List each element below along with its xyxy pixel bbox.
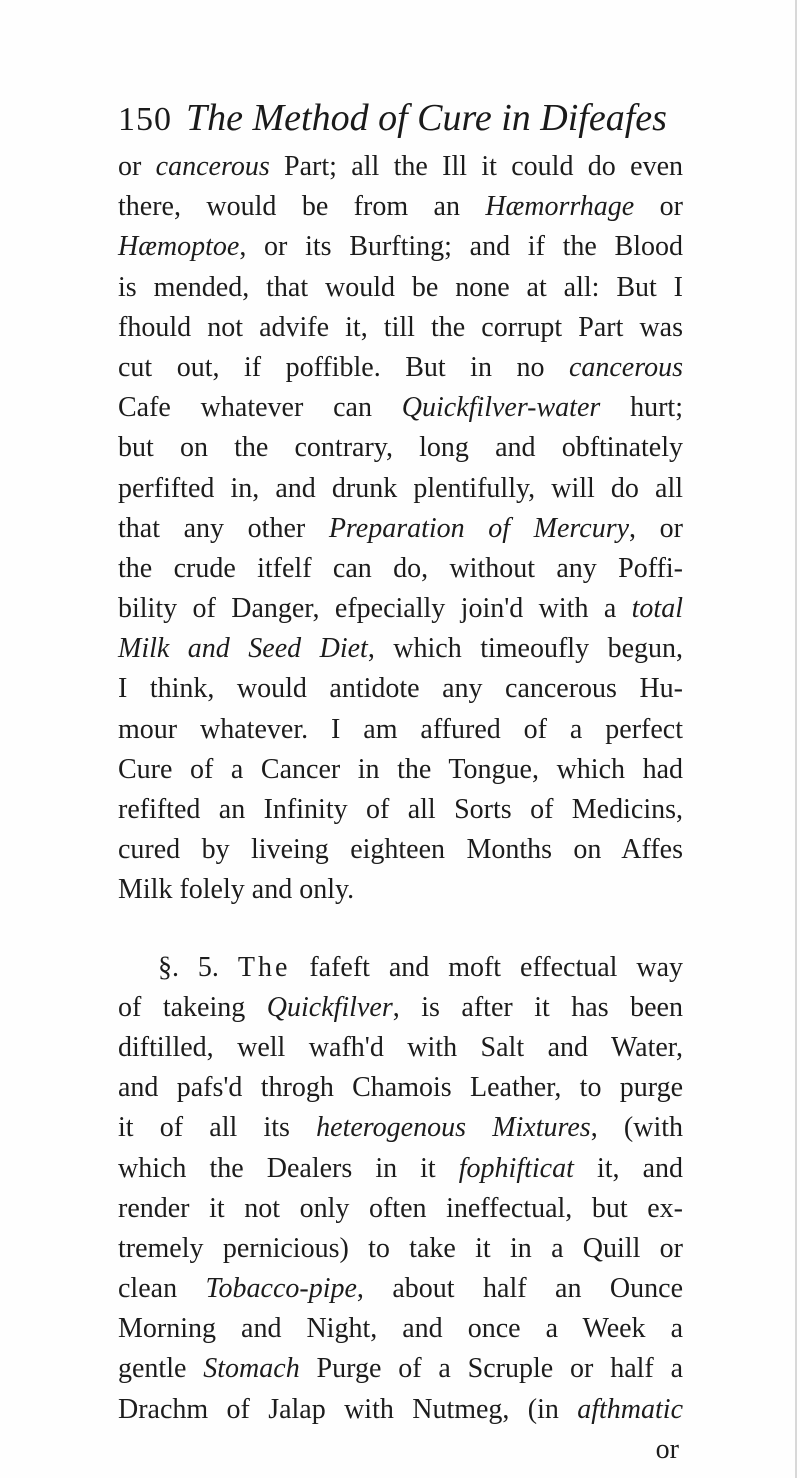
text-line (118, 268, 683, 308)
text-segment: , which timeoufly begun, (367, 633, 683, 665)
text-segment: fafeft and moft effectual way (290, 951, 684, 983)
text-line (118, 388, 683, 428)
italic-text: cancerous (568, 351, 683, 383)
italic-text: afthmatic (577, 1393, 683, 1425)
text-segment: refifted an Infinity of all Sorts of Medicins, (118, 794, 683, 825)
text-line (118, 988, 683, 1028)
running-title: The Method of Cure in Difeafes (186, 97, 667, 139)
text-segment: , is after it has been (392, 991, 683, 1023)
italic-text: total (631, 593, 683, 625)
text-segment: , or (629, 512, 683, 544)
italic-text: fophifticat (458, 1152, 574, 1184)
text-segment: , about half an Ounce (356, 1273, 684, 1305)
italic-text: heterogenous Mixtures (316, 1112, 591, 1144)
text-line (118, 348, 683, 388)
text-segment: I think, would antidote any cancerous Hu- (118, 673, 683, 705)
text-line (118, 1108, 683, 1148)
text-line (118, 750, 683, 790)
text-line (118, 1149, 683, 1189)
text-line (118, 549, 683, 589)
catchword: or (655, 1433, 679, 1465)
italic-text: Quickfilver-water (401, 392, 601, 424)
text-line (118, 147, 683, 187)
page-edge-line (795, 0, 797, 1478)
text-line (118, 1269, 683, 1309)
page-header (118, 96, 718, 144)
text-segment: Purge of a Scruple or half a (299, 1353, 683, 1385)
text-segment: there, would be from an (118, 191, 486, 223)
text-segment: Morning and Night, and once a Week a (118, 1313, 683, 1345)
text-segment: Cafe whatever can (118, 392, 402, 424)
text-segment: render it not only often ineffectual, but ex- (118, 1192, 683, 1224)
text-segment: , (with (590, 1112, 684, 1144)
text-line (118, 830, 683, 870)
text-line (118, 790, 683, 830)
body-text (118, 147, 683, 1470)
text-segment: it, and (573, 1152, 683, 1184)
text-segment: clean (118, 1273, 206, 1305)
text-segment: bility of Danger, efpecially join'd with a (118, 593, 632, 625)
text-segment: Drachm of Jalap with Nutmeg, (in (118, 1393, 578, 1425)
italic-text: Hæmoptoe (118, 231, 240, 263)
text-segment: diftilled, well wafh'd with Salt and Water, (118, 1031, 683, 1063)
text-segment: mour whatever. I am affured of a perfect (118, 713, 683, 745)
text-line (118, 1309, 683, 1349)
text-line (118, 710, 683, 750)
text-line (118, 629, 683, 669)
text-segment: cut out, if poffible. But in no (118, 351, 569, 383)
text-line (118, 187, 683, 227)
text-line (118, 1189, 683, 1229)
text-segment: Cure of a Cancer in the Tongue, which had (118, 753, 683, 785)
text-segment: or (634, 191, 683, 223)
text-segment: the crude itfelf can do, without any Poffi- (118, 552, 683, 584)
text-segment: hurt; (600, 392, 683, 424)
text-segment: and pafs'd throgh Chamois Leather, to purge (118, 1072, 683, 1104)
text-segment: that any other (118, 512, 329, 544)
text-segment: cured by liveing eighteen Months on Affes (118, 834, 683, 866)
text-segment: fhould not advife it, till the corrupt Part was (118, 311, 683, 343)
text-line (118, 469, 683, 509)
text-line (118, 1068, 683, 1108)
italic-text: Tobacco-pipe (205, 1273, 357, 1305)
italic-text: Hæmorrhage (485, 191, 635, 223)
text-line (118, 669, 683, 709)
text-line (118, 1229, 683, 1269)
text-line (118, 1028, 683, 1068)
text-segment: it of all its (118, 1112, 317, 1144)
text-segment: Part; all the Ill it could do even (269, 151, 683, 182)
italic-text: Preparation of Mercury (328, 512, 630, 544)
text-line (118, 1390, 683, 1430)
text-segment: but on the contrary, long and obftinately (118, 432, 683, 464)
text-segment: tremely pernicious) to take it in a Quill or (118, 1232, 683, 1264)
text-segment: , or its Burfting; and if the Blood (239, 231, 683, 263)
text-line (118, 308, 683, 348)
text-segment: or (118, 151, 156, 182)
italic-text: Milk and Seed Diet (118, 633, 368, 665)
text-segment: Milk folely and only. (118, 874, 355, 906)
italic-text: Stomach (203, 1353, 300, 1385)
text-line (118, 428, 683, 468)
text-segment: of takeing (118, 991, 267, 1023)
text-segment: is mended, that would be none at all: But I (118, 271, 683, 303)
text-line (118, 589, 683, 629)
text-line (118, 870, 683, 910)
italic-text: cancerous (155, 151, 270, 182)
text-line (118, 227, 683, 267)
page-number: 150 (118, 101, 172, 138)
text-line (118, 509, 683, 549)
text-line (118, 948, 683, 988)
text-segment: §. 5. (158, 951, 238, 983)
text-segment: which the Dealers in it (118, 1152, 459, 1184)
text-segment: gentle (118, 1353, 204, 1385)
italic-text: Quickfilver (266, 991, 393, 1023)
text-line (118, 1349, 683, 1389)
paragraph-gap (118, 911, 683, 948)
text-segment: The (237, 951, 291, 983)
text-segment: perfifted in, and drunk plentifully, will do all (118, 472, 683, 504)
